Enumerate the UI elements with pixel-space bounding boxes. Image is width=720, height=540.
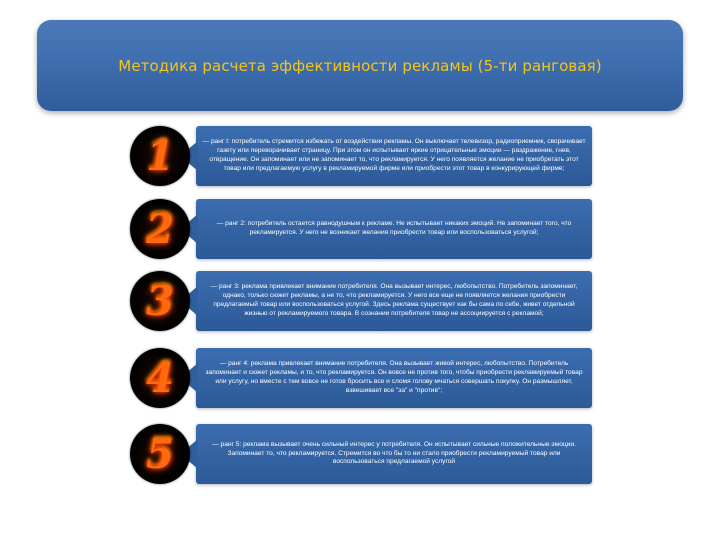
rank-box-4 xyxy=(196,348,592,408)
fire-digit-5-icon xyxy=(130,424,190,484)
rank-row-1 xyxy=(130,126,592,186)
rank-row-2 xyxy=(130,199,592,259)
rank-box-2 xyxy=(196,199,592,259)
rank-text-3: — ранг 3: реклама привлекает внимание потребителя. Она вызывает интерес, любопытство. Потребитель запоминает, однако, только сюжет рекламы, а не то, что рекламируется. У него все еще не появляется желания приобрести предлагаемый товар или воспользоваться услугой. Здесь реклама существует как бы сама по себе, живет отдельной жизнью от рекламируемого товара. В сознании потребителя товар не ассоциируется с рекламой; xyxy=(210,283,578,317)
rank-box-5 xyxy=(196,424,592,484)
fire-digit-4-icon xyxy=(130,348,190,408)
fire-digit-1-icon xyxy=(130,126,190,186)
rank-digit-2: 2 xyxy=(146,205,174,253)
rank-box-1 xyxy=(196,126,592,186)
page-title: Методика расчета эффективности рекламы (5-ти ранговая) xyxy=(118,56,602,75)
rank-digit-3: 3 xyxy=(146,277,174,325)
rank-text-1: — ранг I: потребитель стремится избежать от воздействия рекламы. Он выключает телевизор, радиоприемник, сворачивает газету или переворачивает страницу. При этом он испытывает яркие отрицательные эмоции — раздражение, гнев, отвращение. Он запоминает или не запоминает то, что рекламируется. У него появляется желание не приобретать этот товар или предлагаемую услугу в рекламируемой фирме или приобрести этот товар в конкурирующей фирме; xyxy=(202,138,586,172)
rank-text-5: — ранг 5: реклама вызывает очень сильный интерес у потребителя. Он испытывает сильные положительные эмоции. Запоминает то, что рекламируется. Стремится во что бы то ни стало приобрести рекламируемый товар или воспользоваться предлагаемой услугой xyxy=(212,440,576,466)
rank-digit-5: 5 xyxy=(146,430,174,478)
fire-digit-3-icon xyxy=(130,271,190,331)
title-bar xyxy=(37,20,683,111)
fire-digit-2-icon xyxy=(130,199,190,259)
rank-text-2: — ранг 2: потребитель остается равнодушным к рекламе. Не испытывает никаких эмоций. Не запоминает того, что рекламируется. У него не возникает желания приобрести товар или воспользоваться услугой; xyxy=(216,220,572,236)
rank-row-3 xyxy=(130,271,592,331)
rank-digit-1: 1 xyxy=(146,132,174,180)
rank-box-3 xyxy=(196,271,592,331)
rank-digit-4: 4 xyxy=(146,354,174,402)
rank-row-5 xyxy=(130,424,592,484)
rank-text-4: — ранг 4: реклама привлекает внимание потребителя. Она вызывает живой интерес, любопытство. Потребитель запоминает и сюжет рекламы, и то, что рекламируется. Он вовсе не против того, чтобы приобрести рекламируемый товар или услугу, но вместе с тем вовсе не готов бросить все и сломя голову мчаться совершать покупку. Он размышляет, взвешивает все "за" и "против"; xyxy=(205,360,583,394)
rank-row-4 xyxy=(130,348,592,408)
